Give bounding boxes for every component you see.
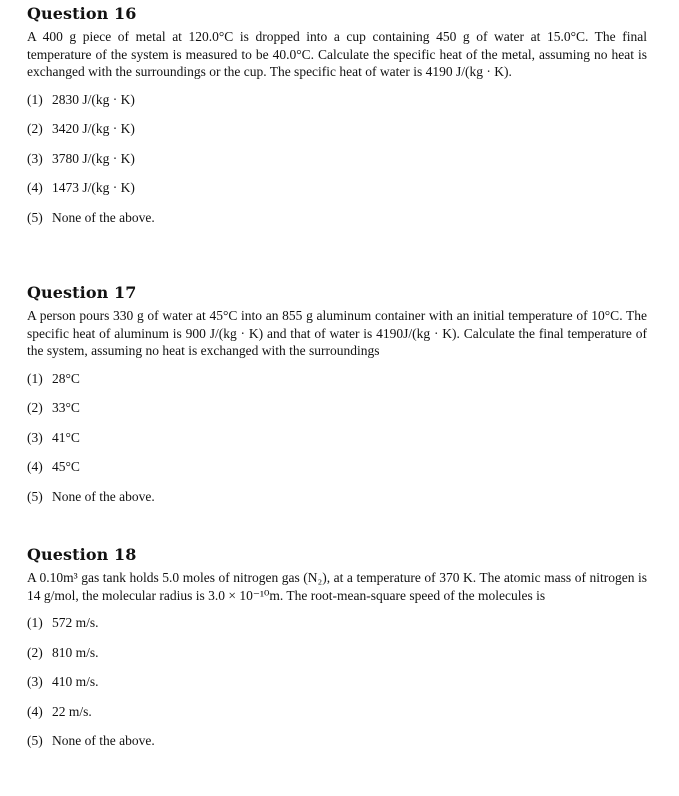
question-text: A person pours 330 g of water at 45°C into an 855 g aluminum container with an initial temperature of 10°C. The specific heat of aluminum is 900 J/(kg · K) and that of water is 4190J/(kg · K). Calculate the final temperature of the system, assuming no heat is exchanged with the surroundings <box>27 308 647 358</box>
answer-option-4 <box>27 458 647 488</box>
answer-option-5 <box>27 732 647 762</box>
answer-option-4 <box>27 703 647 733</box>
option-text: None of the above. <box>52 209 155 225</box>
option-number: (2) <box>27 121 43 136</box>
answer-option-5 <box>27 209 647 239</box>
option-text: 33°C <box>52 400 80 415</box>
option-text: None of the above. <box>52 488 155 504</box>
question-17 <box>27 283 647 517</box>
option-text: 1473 J/(kg · K) <box>52 180 135 195</box>
option-number: (5) <box>27 488 43 504</box>
option-number: (1) <box>27 370 43 386</box>
answer-option-3 <box>27 429 647 459</box>
option-text: None of the above. <box>52 733 155 748</box>
option-text: 2830 J/(kg · K) <box>52 91 135 107</box>
option-number: (1) <box>27 615 43 630</box>
answer-option-2 <box>27 399 647 429</box>
option-number: (1) <box>27 91 43 107</box>
option-text: 41°C <box>52 429 80 445</box>
question-title: Question 18 <box>27 545 137 564</box>
answer-option-1 <box>27 370 647 400</box>
option-number: (4) <box>27 703 43 719</box>
option-number: (3) <box>27 150 43 166</box>
answer-option-3 <box>27 673 647 703</box>
answer-options <box>27 91 647 239</box>
option-number: (5) <box>27 733 43 748</box>
answer-option-1 <box>27 91 647 121</box>
option-number: (3) <box>27 429 43 445</box>
answer-option-2 <box>27 120 647 150</box>
option-number: (5) <box>27 209 43 225</box>
option-text: 572 m/s. <box>52 615 99 630</box>
answer-options <box>27 614 647 762</box>
option-text: 45°C <box>52 459 80 474</box>
answer-option-3 <box>27 150 647 180</box>
option-text: 810 m/s. <box>52 644 99 660</box>
option-text: 28°C <box>52 370 80 386</box>
answer-option-4 <box>27 179 647 209</box>
question-text: A 0.10m³ gas tank holds 5.0 moles of nitrogen gas (N₂), at a temperature of 370 K. The atomic mass of nitrogen is 14 g/mol, the molecular radius is 3.0 × 10⁻¹⁰m. The root-mean-square speed of the molecules is <box>27 570 647 603</box>
question-18 <box>27 545 647 762</box>
answer-option-2 <box>27 644 647 674</box>
answer-options <box>27 370 647 518</box>
option-number: (4) <box>27 180 43 195</box>
question-16 <box>27 4 647 238</box>
option-text: 3780 J/(kg · K) <box>52 150 135 166</box>
option-number: (4) <box>27 459 43 474</box>
option-text: 22 m/s. <box>52 703 92 719</box>
option-text: 410 m/s. <box>52 674 99 689</box>
option-number: (3) <box>27 674 43 689</box>
option-text: 3420 J/(kg · K) <box>52 121 135 136</box>
answer-option-5 <box>27 488 647 518</box>
answer-option-1 <box>27 614 647 644</box>
question-title: Question 17 <box>27 283 137 302</box>
question-title: Question 16 <box>27 4 137 23</box>
option-number: (2) <box>27 644 43 660</box>
question-text: A 400 g piece of metal at 120.0°C is dropped into a cup containing 450 g of water at 15.0°C. The final temperature of the system is measured to be 40.0°C. Calculate the specific heat of the metal, assuming no heat is exchanged with the surroundings or the cup. The specific heat of water is 4190 J/(kg · K). <box>27 29 647 79</box>
option-number: (2) <box>27 400 43 415</box>
